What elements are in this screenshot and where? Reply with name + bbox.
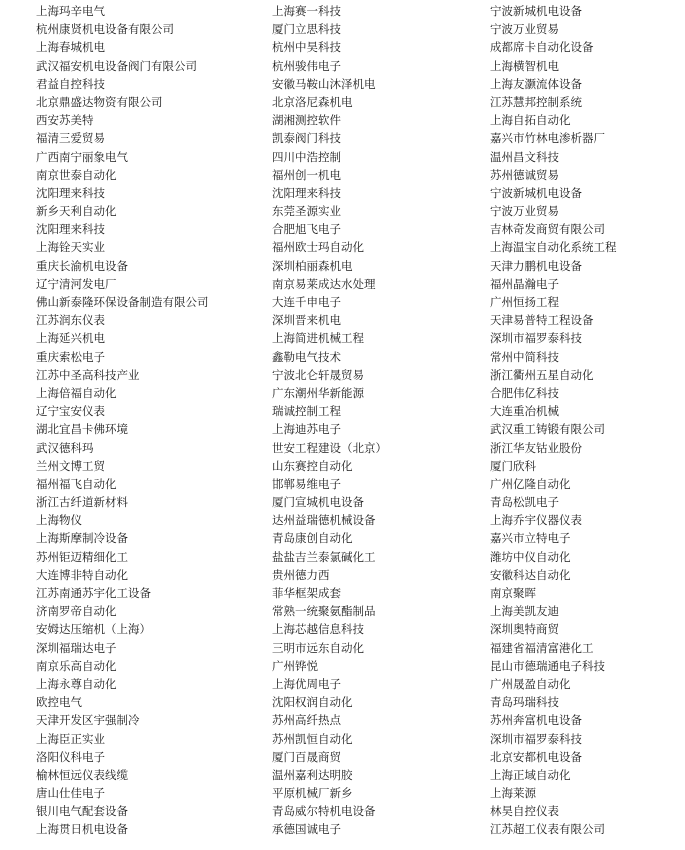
company-name: 深圳晋来机电 [272, 313, 341, 328]
company-name: 天津易普特工程设备 [490, 313, 594, 328]
company-name: 榆林恒远仪表线缆 [36, 767, 128, 782]
company-name: 沈阳理来科技 [36, 222, 105, 237]
company-name: 青岛玛瑞科技 [490, 695, 559, 710]
company-name: 天津力鹏机电设备 [490, 258, 582, 273]
company-name: 浙江古纤道新材料 [36, 495, 128, 510]
company-name: 上海莱源 [490, 786, 536, 801]
company-name: 常州中简科技 [490, 349, 559, 364]
company-name: 北京鼎盛达物资有限公司 [36, 94, 163, 109]
company-name: 武汉福安机电设备阀门有限公司 [36, 58, 197, 73]
company-name: 深圳福瑞达电子 [36, 640, 117, 655]
company-name: 上海乔宇仪器仪表 [490, 513, 582, 528]
company-name: 福州福飞自动化 [36, 476, 117, 491]
company-name: 上海铨天实业 [36, 240, 105, 255]
company-name: 林昊自控仪表 [490, 804, 559, 819]
company-name: 青岛威尔特机电设备 [272, 804, 376, 819]
company-name: 安徽科达自动化 [490, 567, 571, 582]
company-name: 承德国诚电子 [272, 822, 341, 837]
company-name: 大连博非特自动化 [36, 567, 128, 582]
company-name: 君益自控科技 [36, 76, 105, 91]
company-name: 上海温宝自动化系统工程 [490, 240, 617, 255]
company-name: 温州昌文科技 [490, 149, 559, 164]
company-name: 上海物仪 [36, 513, 82, 528]
company-name: 辽宁宝安仪表 [36, 404, 105, 419]
company-name: 上海春城机电 [36, 40, 105, 55]
company-name: 平原机械厂新乡 [272, 786, 353, 801]
company-name: 南京世泰自动化 [36, 167, 117, 182]
company-name: 上海优周电子 [272, 676, 341, 691]
company-name: 银川电气配套设备 [36, 804, 128, 819]
company-name: 上海贯日机电设备 [36, 822, 128, 837]
company-name: 苏州高纤热点 [272, 713, 341, 728]
company-name: 青岛松凯电子 [490, 495, 559, 510]
company-name: 沈阳理来科技 [272, 185, 341, 200]
company-name: 山东赛控自动化 [272, 458, 353, 473]
company-name: 青岛康创自动化 [272, 531, 353, 546]
company-name: 苏州凯恒自动化 [272, 731, 353, 746]
company-name: 上海臣正实业 [36, 731, 105, 746]
company-name: 江苏超工仪表有限公司 [490, 822, 605, 837]
company-name: 瑞诚控制工程 [272, 404, 341, 419]
company-name: 上海赛一科技 [272, 4, 341, 18]
company-name: 上海倍福自动化 [36, 385, 117, 400]
company-column-2 [272, 2, 490, 839]
company-column-3 [490, 2, 685, 839]
company-name: 福建省福清富港化工 [490, 640, 594, 655]
company-name: 宁波新城机电设备 [490, 185, 582, 200]
company-name: 邯郸易维电子 [272, 476, 341, 491]
company-name: 大连千申电子 [272, 295, 341, 309]
company-name: 杭州骏伟电子 [272, 58, 341, 73]
company-name: 凯泰阀门科技 [272, 131, 341, 146]
company-name: 辽宁清河发电厂 [36, 276, 117, 291]
company-name: 深圳奥特商贸 [490, 622, 559, 637]
company-name: 南京聚晖 [490, 586, 536, 600]
company-name: 苏州德诚贸易 [490, 167, 559, 182]
company-name: 成都席卡自动化设备 [490, 40, 594, 55]
company-name: 大连重冶机械 [490, 404, 559, 419]
company-name: 嘉兴市立特电子 [490, 531, 571, 546]
company-name: 上海简进机械工程 [272, 331, 364, 346]
company-name: 南京易莱成达水处理 [272, 276, 376, 291]
company-column-1 [36, 2, 272, 839]
company-name: 吉林奇发商贸有限公司 [490, 222, 605, 237]
company-name: 苏州钜迈精细化工 [36, 549, 128, 564]
company-name: 三明市远东自动化 [272, 640, 364, 655]
company-name: 江苏南通苏宇化工设备 [36, 586, 151, 600]
company-name: 深圳市福罗泰科技 [490, 331, 582, 346]
company-name: 广州铧悦 [272, 658, 318, 673]
company-name: 安姆达压缩机（上海） [36, 622, 151, 637]
company-name: 宁波新城机电设备 [490, 4, 582, 18]
company-name: 菲华框架成套 [272, 586, 341, 600]
company-name: 四川中浩控制 [272, 149, 341, 164]
company-name: 广州晟盈自动化 [490, 676, 571, 691]
company-name: 上海芯越信息科技 [272, 622, 364, 637]
company-name: 北京安都机电设备 [490, 749, 582, 764]
company-name: 湖北宜昌卡佛环境 [36, 422, 128, 437]
company-name: 上海正域自动化 [490, 767, 571, 782]
company-name: 唐山仕佳电子 [36, 786, 105, 801]
company-name: 西安苏美特 [36, 113, 94, 128]
company-name: 世安工程建设（北京） [272, 440, 387, 455]
company-name: 江苏润东仪表 [36, 313, 105, 328]
company-name: 新乡天利自动化 [36, 204, 117, 219]
company-name: 厦门欣科 [490, 458, 536, 473]
company-name: 福清三爱贸易 [36, 131, 105, 146]
company-name: 深圳柏丽森机电 [272, 258, 353, 273]
company-name: 合肥旭飞电子 [272, 222, 341, 237]
company-name: 广州亿隆自动化 [490, 476, 571, 491]
company-name: 江苏中圣高科技产业 [36, 367, 140, 382]
company-name: 广州恒扬工程 [490, 295, 559, 309]
company-name: 北京洛尼森机电 [272, 94, 353, 109]
company-name: 上海斯摩制冷设备 [36, 531, 128, 546]
company-name: 厦门立思科技 [272, 22, 341, 37]
company-name: 上海迪苏电子 [272, 422, 341, 437]
company-directory-table [36, 2, 685, 839]
company-name: 宁波万业贸易 [490, 22, 559, 37]
company-name: 广东潮州华新能源 [272, 385, 364, 400]
company-name: 武汉重工铸锻有限公司 [490, 422, 605, 437]
company-name: 宁波万业贸易 [490, 204, 559, 219]
company-name: 深圳市福罗泰科技 [490, 731, 582, 746]
company-name: 重庆索松电子 [36, 349, 105, 364]
company-name: 洛阳仪科电子 [36, 749, 105, 764]
company-name: 浙江华友钴业股份 [490, 440, 582, 455]
company-name: 潍坊中仪自动化 [490, 549, 571, 564]
company-name: 上海延兴机电 [36, 331, 105, 346]
company-name: 合肥伟亿科技 [490, 385, 559, 400]
company-name: 上海自拓自动化 [490, 113, 571, 128]
company-name: 上海永尊自动化 [36, 676, 117, 691]
company-name: 杭州康贤机电设备有限公司 [36, 22, 174, 37]
company-name: 上海横智机电 [490, 58, 559, 73]
company-name: 温州嘉利达明胶 [272, 767, 353, 782]
company-name: 上海玛辛电气 [36, 4, 105, 18]
company-name: 安徽马鞍山沐泽机电 [272, 76, 376, 91]
company-name: 沈阳理来科技 [36, 185, 105, 200]
company-name: 上海美凯友迪 [490, 604, 559, 619]
company-name: 福州晶瀚电子 [490, 276, 559, 291]
company-name: 南京乐高自动化 [36, 658, 117, 673]
company-name: 湖湘测控软件 [272, 113, 341, 128]
company-name: 苏州奔富机电设备 [490, 713, 582, 728]
company-name: 达州益瑞德机械设备 [272, 513, 376, 528]
company-name: 重庆长渝机电设备 [36, 258, 128, 273]
company-name: 嘉兴市竹林电渗析器厂 [490, 131, 605, 146]
company-name: 福州创一机电 [272, 167, 341, 182]
company-name: 厦门宣城机电设备 [272, 495, 364, 510]
company-name: 盐盐吉兰泰氯碱化工 [272, 549, 376, 564]
company-name: 沈阳权润自动化 [272, 695, 353, 710]
company-name: 广西南宁丽象电气 [36, 149, 128, 164]
company-name: 贵州德力西 [272, 567, 330, 582]
company-name: 浙江衢州五星自动化 [490, 367, 594, 382]
company-name: 厦门百晟商贸 [272, 749, 341, 764]
company-name: 江苏慧邦控制系统 [490, 94, 582, 109]
company-name: 佛山新泰隆环保设备制造有限公司 [36, 295, 209, 309]
company-name: 兰州文博工贸 [36, 458, 105, 473]
company-name: 上海友灏流体设备 [490, 76, 582, 91]
company-name: 杭州中昊科技 [272, 40, 341, 55]
company-name: 天津开发区宇强制冷 [36, 713, 140, 728]
company-name: 东莞圣源实业 [272, 204, 341, 219]
company-name: 济南罗帝自动化 [36, 604, 117, 619]
company-name: 鑫勒电气技术 [272, 349, 341, 364]
company-name: 常熟一统聚氨酯制品 [272, 604, 376, 619]
company-name: 昆山市德瑞通电子科技 [490, 658, 605, 673]
company-name: 宁波北仑轩晟贸易 [272, 367, 364, 382]
company-name: 武汉德科玛 [36, 440, 94, 455]
company-name: 欧控电气 [36, 695, 82, 710]
company-name: 福州欧士玛自动化 [272, 240, 364, 255]
